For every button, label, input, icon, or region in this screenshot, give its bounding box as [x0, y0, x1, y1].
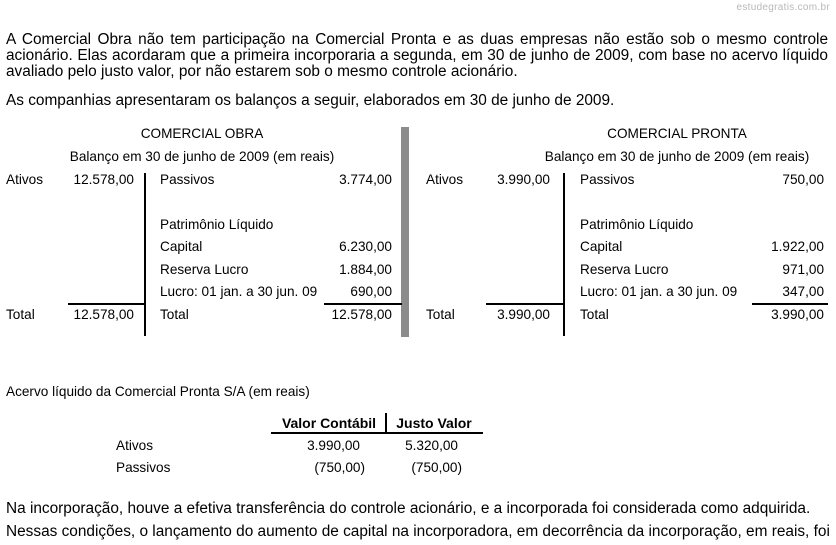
pronta-reserva-value: 971,00	[782, 262, 824, 277]
pronta-capital-value: 1.922,00	[771, 239, 824, 254]
acervo-col-contabil: Valor Contábil	[281, 415, 377, 431]
obra-lucro-label: Lucro: 01 jan. a 30 jun. 09	[160, 284, 318, 299]
acervo-row-passivos-label: Passivos	[116, 460, 171, 475]
obra-ativos-value: 12.578,00	[73, 172, 134, 187]
acervo-row-ativos-justo: 5.320,00	[405, 438, 458, 453]
obra-total-left-value: 12.578,00	[73, 307, 134, 322]
watermark: estudegratis.com.br	[736, 2, 830, 13]
pronta-total-right-label: Total	[580, 307, 609, 322]
intro-line-1: A Comercial Obra não tem participação na Comercial Pronta e as duas empresas não estão sob o mesmo controle	[6, 31, 828, 48]
pronta-ativos-value: 3.990,00	[497, 172, 550, 187]
acervo-header-rule	[271, 432, 483, 434]
pronta-title: COMERCIAL PRONTA	[607, 126, 747, 141]
pronta-total-left-value: 3.990,00	[497, 307, 550, 322]
pronta-t-account-line	[563, 173, 565, 336]
obra-reserva-value: 1.884,00	[339, 262, 392, 277]
obra-pl-label: Patrimônio Líquido	[160, 217, 274, 232]
pronta-total-left-label: Total	[426, 307, 455, 322]
acervo-row-ativos-contabil: 3.990,00	[307, 438, 360, 453]
obra-reserva-label: Reserva Lucro	[160, 262, 249, 277]
intro-line-3: avaliado pelo justo valor, por não estarem sob o mesmo controle acionário.	[6, 63, 518, 80]
acervo-col-justo: Justo Valor	[396, 415, 472, 431]
obra-total-left-label: Total	[6, 307, 35, 322]
acervo-title: Acervo líquido da Comercial Pronta S/A (em reais)	[6, 384, 310, 399]
intro-line-2: acionário. Elas acordaram que a primeira incorporaria a segunda, em 30 de junho de 2009, com base no acervo líquido	[6, 47, 828, 64]
obra-total-right-value: 12.578,00	[331, 307, 392, 322]
pronta-total-right-value: 3.990,00	[771, 307, 824, 322]
obra-total-right-label: Total	[160, 307, 189, 322]
pronta-capital-label: Capital	[580, 239, 623, 254]
obra-title: COMERCIAL OBRA	[140, 126, 264, 141]
acervo-row-passivos-contabil: (750,00)	[314, 460, 365, 475]
intro-line-4: As companhias apresentaram os balanços a seguir, elaborados em 30 de junho de 2009.	[6, 92, 615, 109]
obra-ativos-label: Ativos	[6, 172, 44, 187]
pronta-subtitle: Balanço em 30 de junho de 2009 (em reais)	[544, 149, 810, 164]
pronta-pl-label: Patrimônio Líquido	[580, 217, 694, 232]
obra-passivos-value: 3.774,00	[339, 172, 392, 187]
obra-total-left-rule	[68, 303, 144, 305]
balance-divider	[401, 127, 409, 337]
acervo-header-divider	[385, 413, 387, 433]
closing-line-1: Na incorporação, houve a efetiva transferência do controle acionário, e a incorporada foi considerada como adquirida.	[6, 500, 811, 517]
obra-capital-value: 6.230,00	[339, 239, 392, 254]
obra-total-right-rule	[324, 303, 402, 305]
closing-line-2: Nessas condições, o lançamento do aumento de capital na incorporadora, em decorrência da incorporação, em reais, foi	[6, 523, 830, 540]
obra-capital-label: Capital	[160, 239, 203, 254]
pronta-total-left-rule	[486, 303, 563, 305]
acervo-row-passivos-justo: (750,00)	[411, 460, 462, 475]
obra-t-account-line	[144, 173, 146, 336]
obra-lucro-value: 690,00	[350, 284, 392, 299]
acervo-row-ativos-label: Ativos	[116, 438, 154, 453]
obra-passivos-label: Passivos	[160, 172, 215, 187]
pronta-total-right-rule	[752, 303, 828, 305]
pronta-passivos-value: 750,00	[782, 172, 824, 187]
pronta-lucro-label: Lucro: 01 jan. a 30 jun. 09	[580, 284, 738, 299]
pronta-reserva-label: Reserva Lucro	[580, 262, 669, 277]
obra-subtitle: Balanço em 30 de junho de 2009 (em reais)	[69, 149, 335, 164]
pronta-lucro-value: 347,00	[782, 284, 824, 299]
pronta-ativos-label: Ativos	[426, 172, 464, 187]
pronta-passivos-label: Passivos	[580, 172, 635, 187]
